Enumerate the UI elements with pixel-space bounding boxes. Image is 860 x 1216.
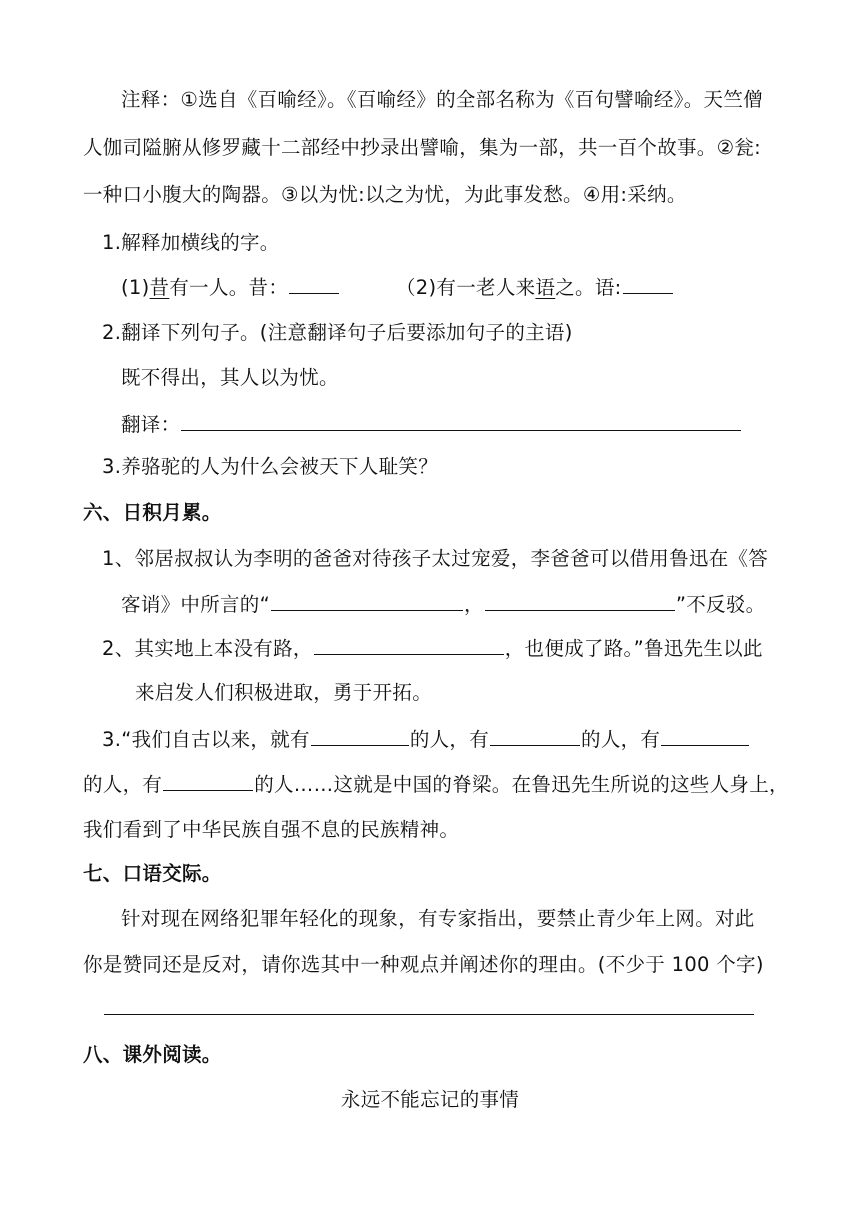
q2-sentence: 既不得出，其人以为忧。 xyxy=(121,366,339,389)
section6-item3-text-b: 的人，有 xyxy=(409,728,490,751)
section6-item2-text-2: ，也便成了路。”鲁迅先生以此 xyxy=(504,637,763,660)
q1-item-1 xyxy=(121,273,340,302)
answer-blank[interactable] xyxy=(311,725,409,746)
section6-item1-line2 xyxy=(121,590,765,619)
section6-item2-text: 2、其实地上本没有路， xyxy=(102,637,313,660)
note-line-1: 注释：①选自《百喻经》。《百喻经》的全部名称为《百句譬喻经》。天竺僧 xyxy=(121,88,763,111)
q1-title: 1.解释加横线的字。 xyxy=(102,231,280,254)
section6-item1-line1: 1、邻居叔叔认为李明的爸爸对待孩子太过宠爱，李爸爸可以借用鲁迅在《答 xyxy=(102,547,769,570)
section6-item3-text-d: 的人，有 xyxy=(83,773,163,796)
q1-item1-prefix: (1) xyxy=(121,276,150,299)
translation-blank[interactable] xyxy=(181,410,741,431)
section6-item1-end: ”不反驳。 xyxy=(675,593,766,616)
section6-item3-text-c: 的人，有 xyxy=(581,728,661,751)
section6-item1-comma: ， xyxy=(464,593,484,616)
section7-paragraph-line2: 你是赞同还是反对，请你选其中一种观点并阐述你的理由。(不少于 100 个字) xyxy=(83,953,764,976)
answer-blank[interactable] xyxy=(314,634,504,655)
note-line-3: 一种口小腹大的陶器。③以为忧:以之为忧，为此事发愁。④用:采纳。 xyxy=(83,183,687,206)
section6-item2-line1 xyxy=(102,634,763,663)
story-title: 永远不能忘记的事情 xyxy=(340,1088,520,1111)
section6-item3-text-e: 的人……这就是中国的脊梁。在鲁迅先生所说的这些人身上， xyxy=(254,773,789,796)
q1-item-2 xyxy=(396,273,674,302)
section7-heading: 七、口语交际。 xyxy=(83,862,222,885)
essay-answer-line[interactable] xyxy=(104,1014,754,1015)
q2-translate-row xyxy=(121,410,742,439)
answer-blank[interactable] xyxy=(485,590,675,611)
section6-item2-line2: 来启发人们积极进取，勇于开拓。 xyxy=(135,681,433,704)
q1-item1-text: 有一人。昔： xyxy=(169,276,289,299)
section6-item3-line2 xyxy=(83,770,789,799)
answer-blank[interactable] xyxy=(163,770,253,791)
q3-title: 3.养骆驼的人为什么会被天下人耻笑？ xyxy=(102,455,439,478)
answer-blank[interactable] xyxy=(271,590,463,611)
section6-item3-line1 xyxy=(102,725,750,754)
section6-item3-text-a: 3.“我们自古以来，就有 xyxy=(102,728,310,751)
note-line-2: 人伽司隘腑从修罗藏十二部经中抄录出譬喻，集为一部，共一百个故事。②瓮: xyxy=(83,136,762,159)
section8-heading: 八、课外阅读。 xyxy=(83,1043,222,1066)
q1-item2-text: 之。语: xyxy=(555,276,622,299)
answer-blank[interactable] xyxy=(623,273,673,294)
q1-item1-underlined-word: 昔 xyxy=(149,276,170,299)
answer-blank[interactable] xyxy=(289,273,339,294)
section6-item3-line3: 我们看到了中华民族自强不息的民族精神。 xyxy=(83,818,460,841)
answer-blank[interactable] xyxy=(661,725,749,746)
section7-paragraph-line1: 针对现在网络犯罪年轻化的现象，有专家指出，要禁止青少年上网。对此 xyxy=(121,907,755,930)
q1-item2-underlined-word: 语 xyxy=(535,276,556,299)
section6-item1-text: 客诮》中所言的“ xyxy=(121,593,271,616)
section6-heading: 六、日积月累。 xyxy=(83,501,222,524)
q1-item2-prefix: （2)有一老人来 xyxy=(396,276,536,299)
q2-title: 2.翻译下列句子。(注意翻译句子后要添加句子的主语) xyxy=(102,321,573,344)
translate-label: 翻译： xyxy=(121,413,181,436)
answer-blank[interactable] xyxy=(490,725,580,746)
